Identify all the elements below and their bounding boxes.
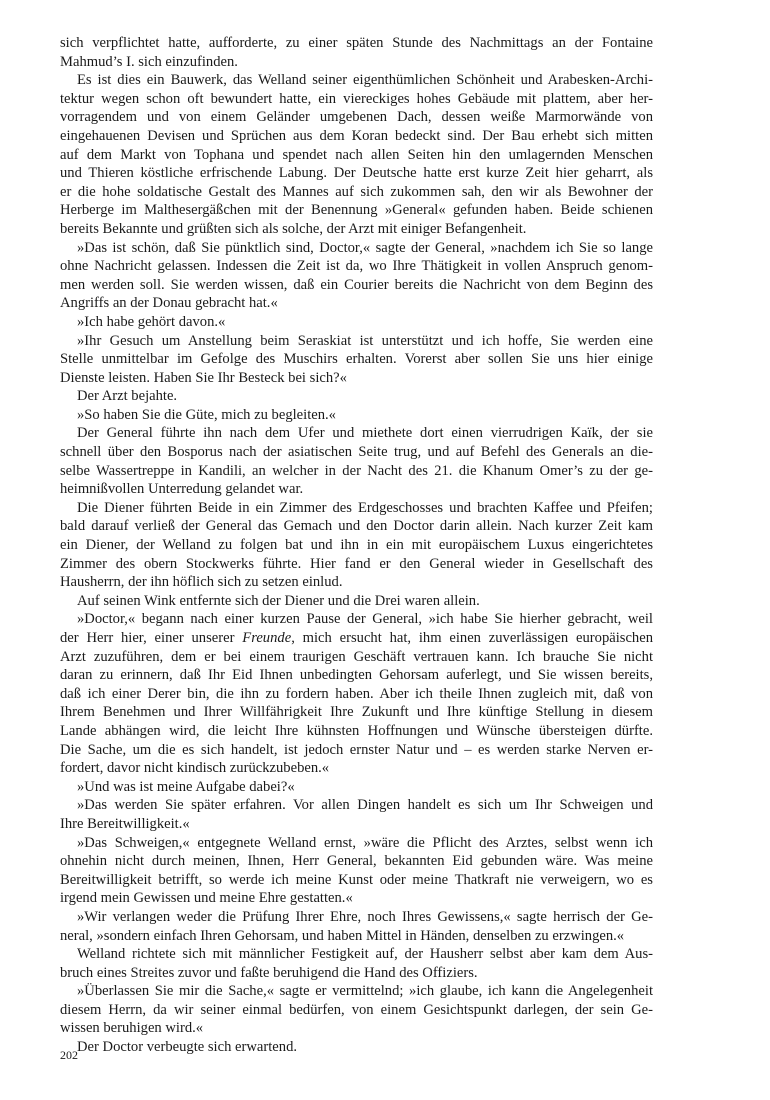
- text-line: men werden soll. Sie werden wissen, daß ein Courier bereits die Nachricht von dem Beginn des: [60, 276, 653, 293]
- paragraph: [60, 239, 653, 313]
- text-line: Die Sache, um die es sich handelt, ist jedoch ernster Natur und – es werden starke Nerven er-: [60, 741, 653, 758]
- text-line: Mahmud’s I. sich einzufinden.: [60, 53, 238, 70]
- text-line: Ihrem Benehmen und Ihrer Willfährigkeit Ihre Zukunft und Ihre künftige Stellung in diesem: [60, 704, 653, 721]
- text-line: »Und was ist meine Aufgabe dabei?«: [77, 778, 295, 795]
- text-line: Angriffs an der Donau gebracht hat.«: [60, 295, 278, 312]
- text-line: wissen beruhigen wird.«: [60, 1020, 204, 1037]
- text-line: daran zu erinnern, daß Ihr Eid Ihnen unbedingten Gehorsam auferlegt, und Sie wissen bereits,: [60, 667, 653, 684]
- text-line: daß ich einer Derer bin, die ihn zu fordern haben. Aber ich theile Ihnen zugleich mit, daß von: [60, 685, 653, 702]
- paragraph: [60, 796, 653, 833]
- text-line: er die hohe soldatische Gestalt des Mannes auf sich zukommen sah, den wir als Bewohner der: [60, 183, 653, 200]
- paragraph: [60, 71, 653, 238]
- text-line: Ihre Bereitwilligkeit.«: [60, 815, 190, 832]
- paragraph: [60, 610, 653, 777]
- text-line: diesem Herrn, da wir seiner einmal bedürfen, von einem Gesichtspunkt darlegen, der sein Ge-: [60, 1001, 653, 1018]
- paragraph: [60, 834, 653, 908]
- page-number: 202: [60, 1048, 78, 1062]
- text-line: »Doctor,« begann nach einer kurzen Pause der General, »ich habe Sie hierher gebracht, weil: [77, 611, 653, 628]
- text-line: bereits Bekannte und grüßten sich als solche, der Arzt mit einiger Befangenheit.: [60, 220, 527, 237]
- text-line: Der General führte ihn nach dem Ufer und miethete dort einen vierrudrigen Kaïk, der sie: [77, 425, 653, 442]
- text-line: selbe Wassertreppe in Kandili, an welcher in der Nacht des 21. die Khanum Omer’s zu der ge-: [60, 462, 653, 479]
- text-line: Welland richtete sich mit männlicher Festigkeit auf, der Hausherr selbst aber kam dem Aus-: [77, 946, 653, 963]
- text-line: Es ist dies ein Bauwerk, das Welland seiner eigenthümlichen Schönheit und Arabesken-Archi-: [77, 72, 653, 89]
- paragraph: [60, 592, 653, 611]
- text-line: Der Doctor verbeugte sich erwartend.: [77, 1039, 298, 1056]
- text-line: »So haben Sie die Güte, mich zu begleiten.«: [77, 406, 336, 423]
- paragraph: [60, 1038, 653, 1057]
- text-line: Der Arzt bejahte.: [77, 388, 178, 405]
- text-line: »Das ist schön, daß Sie pünktlich sind, Doctor,« sagte der General, »nachdem ich Sie so lange: [77, 239, 653, 256]
- paragraph: [60, 945, 653, 982]
- paragraph: [60, 313, 653, 332]
- text-line: fordert, davor nicht kindisch zurückzubeben.«: [60, 760, 330, 777]
- text-line: heimnißvollen Unterredung gelandet war.: [60, 481, 304, 498]
- text-line: tektur wegen schon oft bewundert hatte, ein viereckiges hohes Gebäude mit plattem, aber her-: [60, 90, 653, 107]
- text-line: Bereitwilligkeit betrifft, so werde ich meine Kunst oder meine Thatkraft nie verweigern, wo es: [60, 871, 653, 888]
- text-line: und Thieren köstliche erfrischende Labung. Der Deutsche hatte erst kurze Zeit hier geharrt, als: [60, 165, 653, 182]
- text-line: »Wir verlangen weder die Prüfung Ihrer Ehre, noch Ihres Gewissens,« sagte herrisch der Ge-: [77, 908, 653, 925]
- paragraph: [60, 332, 653, 388]
- paragraph: [60, 778, 653, 797]
- text-line: »Ich habe gehört davon.«: [77, 313, 226, 330]
- text-line: auf dem Markt von Tophana und spendet nach allen Seiten hin den umlagernden Menschen: [60, 146, 653, 163]
- text-line: bald darauf verließ der General das Gemach und den Doctor darin allein. Nach kurzer Zeit kam: [60, 518, 653, 535]
- text-line: Auf seinen Wink entfernte sich der Diener und die Drei waren allein.: [77, 592, 480, 609]
- text-line: »Überlassen Sie mir die Sache,« sagte er vermittelnd; »ich glaube, ich kann die Angelegenheit: [77, 983, 653, 1000]
- body-text: [60, 34, 653, 1057]
- text-line: »Ihr Gesuch um Anstellung beim Seraskiat ist unterstützt und ich hoffe, Sie werden eine: [77, 332, 653, 349]
- text-line: Dienste leisten. Haben Sie Ihr Besteck bei sich?«: [60, 369, 347, 386]
- text-line: »Das werden Sie später erfahren. Vor allen Dingen handelt es sich um Ihr Schweigen und: [77, 797, 653, 814]
- text-line: ein Diener, der Welland zu folgen bat und ihn in ein mit europäischem Luxus eingerichtetes: [60, 537, 653, 554]
- text-line: schnell über den Bosporus nach der asiatischen Seite trug, und auf Befehl des Generals an die-: [60, 444, 653, 461]
- emphasis: Freunde: [242, 630, 292, 646]
- text-line: »Das Schweigen,« entgegnete Welland ernst, »wäre die Pflicht des Arztes, selbst wenn ich: [77, 834, 653, 851]
- text-line: irgend mein Gewissen und meine Ehre gestatten.«: [60, 890, 353, 907]
- paragraph: [60, 499, 653, 592]
- text-line: ohne Nachricht gelassen. Indessen die Zeit ist da, wo Ihre Thätigkeit in vollen Anspruch genom-: [60, 258, 653, 275]
- text-line: Lande abhängen wird, die leicht Ihre kühnsten Hoffnungen und Wünsche übersteigen dürfte.: [60, 722, 653, 739]
- paragraph: [60, 406, 653, 425]
- text-line: neral, »sondern einfach Ihren Gehorsam, und haben Mittel in Händen, denselben zu erzwingen.«: [60, 927, 625, 944]
- paragraph: [60, 34, 653, 71]
- paragraph: [60, 387, 653, 406]
- text-line: eingehauenen Devisen und Sprüchen aus dem Koran bedeckt sind. Der Bau erhebt sich mitten: [60, 127, 653, 144]
- text-line: ohnehin nicht durch meinen, Ihnen, Herr General, bekannten Eid gebunden wäre. Was meine: [60, 853, 653, 870]
- paragraph: [60, 908, 653, 945]
- paragraph: [60, 982, 653, 1038]
- text-line: Herberge im Malthesergäßchen mit der Benennung »General« gefunden haben. Beide schienen: [60, 202, 653, 219]
- text-line: Zimmer des obern Stockwerks führte. Hier fand er den General wieder in Gesellschaft des: [60, 555, 653, 572]
- text-line: Hausherrn, der ihn höflich sich zu setzen einlud.: [60, 574, 343, 591]
- text-line: der Herr hier, einer unserer Freunde, mich ersucht hat, ihm einen zuverlässigen europäischen: [60, 630, 653, 646]
- text-line: Die Diener führten Beide in ein Zimmer des Erdgeschosses und brachten Kaffee und Pfeifen;: [77, 499, 653, 516]
- text-line: vorragendem und von einem Geländer umgebenen Dach, dessen weiße Marmorwände von: [60, 109, 653, 126]
- text-line: sich verpflichtet hatte, aufforderte, zu einer späten Stunde des Nachmittags an der Fontaine: [60, 35, 653, 51]
- text-line: Arzt zuzuführen, dem er bei einem traurigen Geschäft vertrauen kann. Ich brauche Sie nicht: [60, 648, 653, 665]
- text-line: Stelle unmittelbar im Gefolge des Muschirs erhalten. Vorerst aber sollen Sie uns hier einige: [60, 351, 653, 368]
- paragraph: [60, 424, 653, 498]
- text-line: bruch eines Streites zuvor und faßte beruhigend die Hand des Offiziers.: [60, 964, 478, 981]
